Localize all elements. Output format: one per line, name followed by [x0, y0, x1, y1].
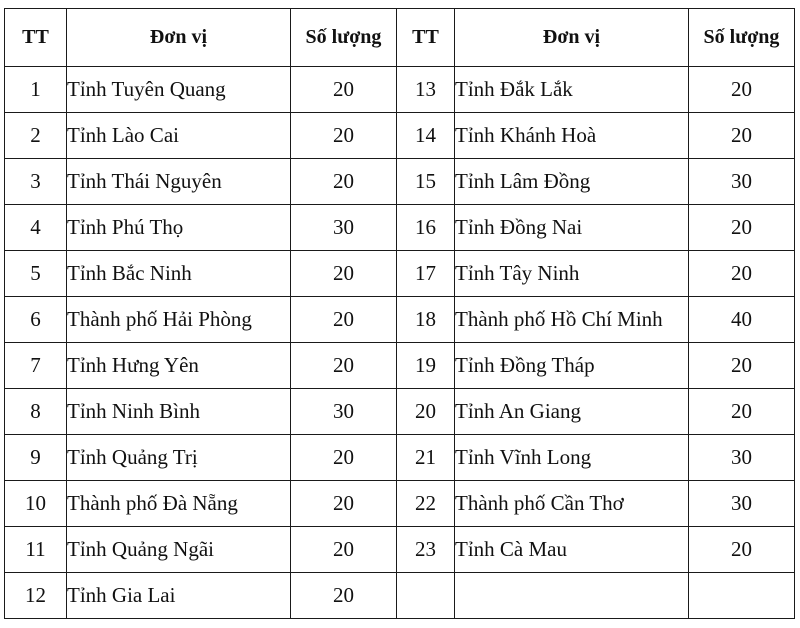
right-unit-cell: Tỉnh Đồng Tháp — [455, 343, 689, 389]
right-qty-cell: 30 — [689, 435, 795, 481]
left-qty-cell: 20 — [291, 435, 397, 481]
left-tt-cell: 11 — [5, 527, 67, 573]
table-row — [5, 113, 795, 159]
right-tt-cell: 18 — [397, 297, 455, 343]
right-qty-cell: 20 — [689, 113, 795, 159]
left-tt-cell: 12 — [5, 573, 67, 619]
left-tt-cell: 6 — [5, 297, 67, 343]
left-unit-cell: Tỉnh Gia Lai — [67, 573, 291, 619]
left-qty-cell: 20 — [291, 67, 397, 113]
right-tt-cell: 22 — [397, 481, 455, 527]
header-unit-right: Đơn vị — [455, 9, 689, 67]
right-tt-cell — [397, 573, 455, 619]
left-tt-cell: 1 — [5, 67, 67, 113]
right-tt-cell: 23 — [397, 527, 455, 573]
table-row — [5, 435, 795, 481]
right-unit-cell: Thành phố Cần Thơ — [455, 481, 689, 527]
right-qty-cell: 30 — [689, 481, 795, 527]
left-tt-cell: 4 — [5, 205, 67, 251]
right-qty-cell: 20 — [689, 389, 795, 435]
table-row — [5, 481, 795, 527]
table-row — [5, 297, 795, 343]
left-unit-cell: Tỉnh Phú Thọ — [67, 205, 291, 251]
left-qty-cell: 20 — [291, 297, 397, 343]
table-row — [5, 527, 795, 573]
left-unit-cell: Tỉnh Thái Nguyên — [67, 159, 291, 205]
header-tt-right: TT — [397, 9, 455, 67]
left-unit-cell: Tỉnh Quảng Trị — [67, 435, 291, 481]
right-tt-cell: 14 — [397, 113, 455, 159]
header-qty-right: Số lượng — [689, 9, 795, 67]
right-qty-cell: 20 — [689, 251, 795, 297]
right-tt-cell: 17 — [397, 251, 455, 297]
table-header-row — [5, 9, 795, 67]
right-tt-cell: 20 — [397, 389, 455, 435]
left-qty-cell: 20 — [291, 573, 397, 619]
table-row — [5, 389, 795, 435]
left-unit-cell: Tỉnh Lào Cai — [67, 113, 291, 159]
left-qty-cell: 20 — [291, 113, 397, 159]
left-tt-cell: 2 — [5, 113, 67, 159]
right-qty-cell: 20 — [689, 205, 795, 251]
left-qty-cell: 30 — [291, 389, 397, 435]
right-unit-cell: Tỉnh Cà Mau — [455, 527, 689, 573]
left-unit-cell: Tỉnh Ninh Bình — [67, 389, 291, 435]
right-qty-cell: 30 — [689, 159, 795, 205]
right-tt-cell: 21 — [397, 435, 455, 481]
table-row — [5, 159, 795, 205]
right-qty-cell — [689, 573, 795, 619]
right-tt-cell: 16 — [397, 205, 455, 251]
header-qty-left: Số lượng — [291, 9, 397, 67]
right-qty-cell: 20 — [689, 527, 795, 573]
left-tt-cell: 3 — [5, 159, 67, 205]
right-qty-cell: 20 — [689, 67, 795, 113]
left-qty-cell: 30 — [291, 205, 397, 251]
left-unit-cell: Tỉnh Hưng Yên — [67, 343, 291, 389]
left-tt-cell: 10 — [5, 481, 67, 527]
left-unit-cell: Tỉnh Quảng Ngãi — [67, 527, 291, 573]
right-unit-cell: Tỉnh Lâm Đồng — [455, 159, 689, 205]
allocation-table — [4, 8, 795, 619]
left-qty-cell: 20 — [291, 159, 397, 205]
right-unit-cell: Tỉnh Đắk Lắk — [455, 67, 689, 113]
left-unit-cell: Tỉnh Bắc Ninh — [67, 251, 291, 297]
right-tt-cell: 15 — [397, 159, 455, 205]
right-tt-cell: 13 — [397, 67, 455, 113]
right-unit-cell — [455, 573, 689, 619]
left-qty-cell: 20 — [291, 343, 397, 389]
left-tt-cell: 7 — [5, 343, 67, 389]
right-unit-cell: Thành phố Hồ Chí Minh — [455, 297, 689, 343]
header-unit-left: Đơn vị — [67, 9, 291, 67]
right-qty-cell: 20 — [689, 343, 795, 389]
table-row — [5, 205, 795, 251]
right-unit-cell: Tỉnh Vĩnh Long — [455, 435, 689, 481]
left-qty-cell: 20 — [291, 251, 397, 297]
table-row — [5, 573, 795, 619]
left-qty-cell: 20 — [291, 481, 397, 527]
left-qty-cell: 20 — [291, 527, 397, 573]
table-row — [5, 67, 795, 113]
right-unit-cell: Tỉnh Tây Ninh — [455, 251, 689, 297]
left-unit-cell: Thành phố Đà Nẵng — [67, 481, 291, 527]
table-row — [5, 251, 795, 297]
left-unit-cell: Thành phố Hải Phòng — [67, 297, 291, 343]
table-body — [5, 67, 795, 619]
right-unit-cell: Tỉnh An Giang — [455, 389, 689, 435]
right-unit-cell: Tỉnh Khánh Hoà — [455, 113, 689, 159]
left-tt-cell: 9 — [5, 435, 67, 481]
table-row — [5, 343, 795, 389]
right-unit-cell: Tỉnh Đồng Nai — [455, 205, 689, 251]
right-qty-cell: 40 — [689, 297, 795, 343]
right-tt-cell: 19 — [397, 343, 455, 389]
header-tt-left: TT — [5, 9, 67, 67]
left-tt-cell: 5 — [5, 251, 67, 297]
left-unit-cell: Tỉnh Tuyên Quang — [67, 67, 291, 113]
left-tt-cell: 8 — [5, 389, 67, 435]
